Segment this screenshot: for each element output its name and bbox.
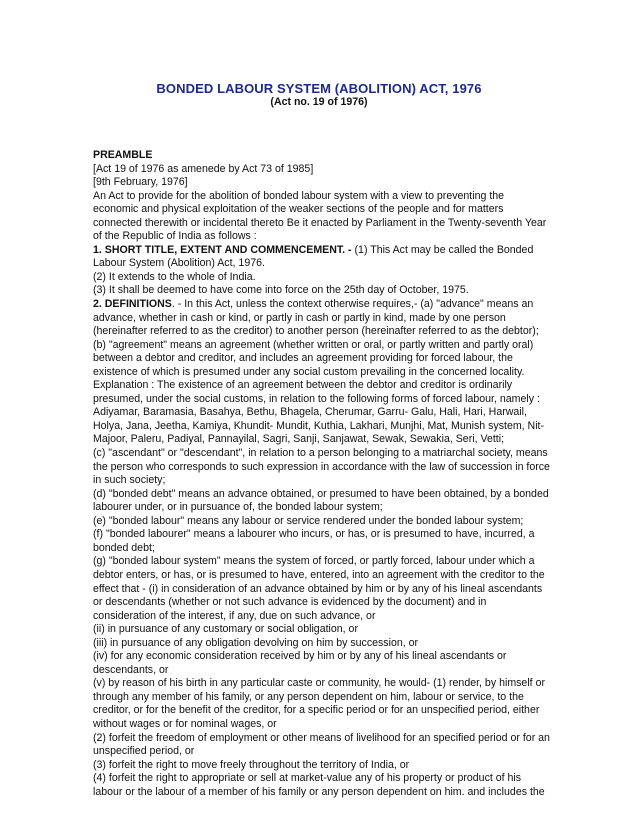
section-2-line: consideration of the interest, if any, due on such advance, or xyxy=(93,609,376,622)
document-body xyxy=(93,149,549,799)
section-2-text: . - In this Act, unless the context otherwise requires,- (a) "advance" means an xyxy=(171,298,534,311)
preamble-line: economic and physical exploitation of the weaker sections of the people and for matters xyxy=(93,203,504,216)
section-2 xyxy=(93,298,549,799)
section-1-heading: 1. SHORT TITLE, EXTENT AND COMMENCEMENT. - xyxy=(93,243,352,256)
preamble-line: of the Republic of India as follows : xyxy=(93,230,257,243)
section-2-line: effect that - (i) in consideration of an advance obtained by him or by any of his lineal ascendants xyxy=(93,582,543,595)
section-2-line: creditor, or for the benefit of the creditor, for a specific period or for an unspecified period, either xyxy=(93,704,540,717)
section-2-line: (2) forfeit the freedom of employment or other means of livelihood for an specified period or for an xyxy=(93,731,550,744)
section-1 xyxy=(93,244,549,298)
section-2-line: (d) "bonded debt" means an advance obtained, or presumed to have been obtained, by a bonded xyxy=(93,487,549,500)
section-2-line: (iii) in pursuance of any obligation devolving on him by succession, or xyxy=(93,636,419,649)
section-2-line: (b) "agreement" means an agreement (whether written or oral, or partly written and partly oral) xyxy=(93,338,534,351)
section-2-line: (c) "ascendant" or "descendant", in relation to a person belonging to a matriarchal society, means xyxy=(93,447,548,460)
section-1-line: Labour System (Abolition) Act, 1976. xyxy=(93,257,265,270)
section-2-line: without wages or for nominal wages, or xyxy=(93,717,277,730)
section-2-line: labour or the labour of a member of his family or any person dependent on him. and includes the xyxy=(93,785,545,798)
section-2-line: (3) forfeit the right to move freely throughout the territory of India, or xyxy=(93,758,410,771)
section-2-line: (v) by reason of his birth in any particular caste or community, he would- (1) render, by himself or xyxy=(93,677,545,690)
section-2-line: through any member of his family, or any person dependent on him, labour or service, to the xyxy=(93,690,524,703)
section-2-line: unspecified period, or xyxy=(93,745,195,758)
section-2-line: (g) "bonded labour system" means the system of forced, or partly forced, labour under which a xyxy=(93,555,535,568)
section-2-line: advance, whether in cash or kind, or partly in cash or partly in kind, made by one person xyxy=(93,311,506,324)
section-2-line: (ii) in pursuance of any customary or social obligation, or xyxy=(93,623,358,636)
preamble-line: An Act to provide for the abolition of bonded labour system with a view to preventing the xyxy=(93,189,505,202)
section-2-line: (iv) for any economic consideration received by him or by any of his lineal ascendants or xyxy=(93,650,507,663)
section-2-line: or descendants (whether or not such advance is evidenced by the document) and in xyxy=(93,596,487,609)
preamble-section xyxy=(93,149,549,244)
section-1-line: (2) It extends to the whole of India. xyxy=(93,270,256,283)
section-1-text: (1) This Act may be called the Bonded xyxy=(351,243,534,256)
section-2-heading: 2. DEFINITIONS xyxy=(93,298,172,311)
preamble-line: [Act 19 of 1976 as amenede by Act 73 of 1985] xyxy=(93,162,314,175)
document-subtitle: (Act no. 19 of 1976) xyxy=(270,96,368,108)
section-2-line: (e) "bonded labour" means any labour or service rendered under the bonded labour system; xyxy=(93,514,524,527)
section-2-line: descendants, or xyxy=(93,663,169,676)
preamble-line: connected therewith or incidental thereto Be it enacted by Parliament in the Twenty-seventh Year xyxy=(93,216,547,229)
section-2-line: the person who corresponds to such expression in accordance with the law of succession in force xyxy=(93,460,550,473)
section-1-line: (3) It shall be deemed to have come into force on the 25th day of October, 1975. xyxy=(93,284,469,297)
section-2-line: in such society; xyxy=(93,474,166,487)
section-2-line: Holya, Jana, Jeetha, Kamiya, Khundit- Mundit, Kuthia, Lakhari, Munjhi, Mat, Munish system, Nit- xyxy=(93,419,545,432)
section-2-line: (4) forfeit the right to appropriate or sell at market-value any of his property or product of his xyxy=(93,772,522,785)
section-2-line: (f) "bonded labourer" means a labourer who incurs, or has, or is presumed to have, incurred, a xyxy=(93,528,535,541)
preamble-heading: PREAMBLE xyxy=(93,149,153,161)
section-2-line: debtor enters, or has, or is presumed to have, entered, into an agreement with the creditor to the xyxy=(93,568,545,581)
section-2-line: between a debtor and creditor, and includes an agreement providing for forced labour, the xyxy=(93,352,513,365)
section-2-line: (hereinafter referred to as the creditor) to another person (hereinafter referred to as the debtor); xyxy=(93,325,539,338)
section-2-line: existence of which is presumed under any social custom prevailing in the concerned locality. xyxy=(93,365,525,378)
document-title: BONDED LABOUR SYSTEM (ABOLITION) ACT, 1976 xyxy=(156,81,482,96)
section-2-line: bonded debt; xyxy=(93,541,155,554)
section-2-line: Adiyamar, Baramasia, Basahya, Bethu, Bhagela, Cherumar, Garru- Galu, Hali, Hari, Harwail, xyxy=(93,406,527,419)
section-2-line: presumed, under the social customs, in relation to the following forms of forced labour, namely : xyxy=(93,392,540,405)
section-2-line: Explanation : The existence of an agreement between the debtor and creditor is ordinarily xyxy=(93,379,513,392)
section-2-line: labourer under, or in pursuance of, the bonded labour system; xyxy=(93,501,383,514)
preamble-line: [9th February, 1976] xyxy=(93,176,188,189)
section-2-line: Majoor, Paleru, Padiyal, Pannayilal, Sagri, Sanji, Sanjawat, Sewak, Sewakia, Seri, Vetti; xyxy=(93,433,505,446)
